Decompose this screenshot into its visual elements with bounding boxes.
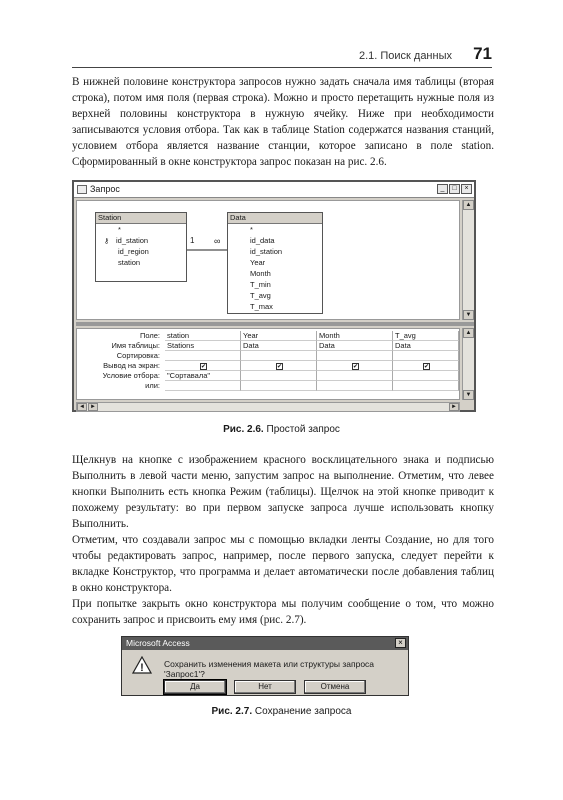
figure-text: Простой запрос <box>266 424 340 435</box>
figure-2-7-caption <box>0 706 563 717</box>
no-button[interactable]: Нет <box>234 680 296 694</box>
table-field[interactable]: id_station <box>250 247 283 256</box>
scroll-down-icon[interactable]: ▼ <box>463 310 474 320</box>
grid-row-label: Имя таблицы: <box>77 341 163 351</box>
query-window-title: Запрос <box>90 184 120 194</box>
scroll-up-icon[interactable]: ▲ <box>463 328 474 338</box>
grid-cell[interactable] <box>241 351 317 361</box>
grid-cell <box>317 361 393 371</box>
grid-cell[interactable] <box>241 371 317 381</box>
grid-cell[interactable]: Month <box>317 331 393 341</box>
figure-label: Рис. 2.6. <box>223 424 264 435</box>
grid-cell <box>165 361 241 371</box>
grid-row-label: Вывод на экран: <box>77 361 163 371</box>
station-table-box[interactable] <box>95 212 187 282</box>
table-pane <box>76 200 460 320</box>
grid-row-field <box>77 331 459 341</box>
table-field-key[interactable]: ⚷ id_station <box>104 236 149 245</box>
table-pane-scrollbar[interactable] <box>462 200 474 320</box>
grid-row-or <box>77 381 459 391</box>
grid-cell[interactable]: station <box>165 331 241 341</box>
station-table-header[interactable]: Station <box>96 213 186 224</box>
query-icon <box>77 185 87 194</box>
grid-cell[interactable]: Year <box>241 331 317 341</box>
warning-icon <box>132 656 152 674</box>
dialog-message: Сохранить изменения макета или структуры запроса 'Запрос1'? <box>164 659 375 679</box>
table-field[interactable]: station <box>118 258 141 267</box>
grid-cell <box>393 361 459 371</box>
grid-horizontal-scrollbar[interactable] <box>76 402 460 412</box>
grid-cell[interactable] <box>165 381 241 391</box>
warning-glyph: ! <box>140 662 144 674</box>
key-icon: ⚷ <box>104 238 110 245</box>
grid-cell[interactable] <box>317 371 393 381</box>
data-table-box[interactable] <box>227 212 323 314</box>
table-field[interactable]: Month <box>250 269 271 278</box>
scroll-down-icon[interactable]: ▼ <box>463 390 474 400</box>
dialog-titlebar <box>122 637 408 650</box>
grid-cell[interactable]: Data <box>241 341 317 351</box>
cancel-button[interactable]: Отмена <box>304 680 366 694</box>
scroll-left-icon[interactable]: ◄ <box>77 403 87 411</box>
grid-row-show <box>77 361 459 371</box>
show-checkbox[interactable]: ✔ <box>277 364 283 370</box>
table-field[interactable]: id_region <box>118 247 149 256</box>
table-field[interactable]: * <box>250 225 253 234</box>
section-title: 2.1. Поиск данных <box>358 50 452 62</box>
relation-many-label: ∞ <box>214 236 221 246</box>
dialog-close-button[interactable]: × <box>395 638 406 648</box>
yes-button[interactable]: Да <box>164 680 226 694</box>
grid-row-label: или: <box>77 381 163 391</box>
grid-row-label: Поле: <box>77 331 163 341</box>
table-field[interactable]: * <box>118 225 121 234</box>
query-grid <box>76 328 460 400</box>
grid-cell[interactable] <box>317 351 393 361</box>
show-checkbox[interactable]: ✔ <box>353 364 359 370</box>
close-button[interactable]: × <box>461 184 472 194</box>
show-checkbox[interactable]: ✔ <box>201 364 207 370</box>
table-field[interactable]: T_min <box>250 280 271 289</box>
paragraph-3: Отметим, что создавали запрос мы с помощью вкладки ленты Создание, но для того чтобы редактировать запрос, например, после первого запуска, следует перейти к вкладке Конструктор, что программа и делает автоматически после добавления таблиц в окно конструктора. <box>72 534 494 594</box>
relation-one-label: 1 <box>190 236 195 245</box>
scroll-right-end-icon[interactable]: ► <box>449 403 459 411</box>
paragraph-4: При попытке закрыть окно конструктора мы получим сообщение о том, что можно сохранить запрос и присвоить ему имя (рис. 2.7). <box>72 598 494 626</box>
figure-text: Сохранение запроса <box>254 706 352 717</box>
query-window-titlebar <box>74 182 474 198</box>
data-table-header[interactable]: Data <box>228 213 322 224</box>
grid-cell[interactable] <box>241 381 317 391</box>
pane-splitter[interactable] <box>76 322 474 326</box>
grid-cell[interactable] <box>165 351 241 361</box>
relationship-line <box>187 245 227 255</box>
grid-cell[interactable] <box>317 381 393 391</box>
table-field[interactable]: T_avg <box>250 291 271 300</box>
table-field[interactable]: id_data <box>250 236 275 245</box>
scroll-right-icon[interactable]: ► <box>88 403 98 411</box>
grid-cell[interactable]: Data <box>317 341 393 351</box>
save-dialog <box>121 636 409 696</box>
table-field[interactable]: T_max <box>250 302 273 311</box>
grid-cell[interactable] <box>393 351 459 361</box>
grid-cell <box>241 361 317 371</box>
scroll-up-icon[interactable]: ▲ <box>463 200 474 210</box>
figure-2-6-caption <box>0 424 563 435</box>
show-checkbox[interactable]: ✔ <box>424 364 430 370</box>
grid-row-table <box>77 341 459 351</box>
grid-cell[interactable]: Data <box>393 341 459 351</box>
dialog-title: Microsoft Access <box>126 638 190 648</box>
grid-cell[interactable]: T_avg <box>393 331 459 341</box>
running-header <box>72 44 492 68</box>
window-controls <box>437 184 472 194</box>
grid-cell[interactable]: Stations <box>165 341 241 351</box>
page-number: 71 <box>473 44 492 63</box>
grid-cell[interactable]: "Сортавала" <box>165 371 241 381</box>
figure-label: Рис. 2.7. <box>211 706 253 717</box>
grid-row-criteria <box>77 371 459 381</box>
minimize-button[interactable]: _ <box>437 184 448 194</box>
grid-row-label: Сортировка: <box>77 351 163 361</box>
grid-vertical-scrollbar[interactable] <box>462 328 474 400</box>
query-designer-window <box>72 180 476 412</box>
paragraph-1: В нижней половине конструктора запросов нужно задать сначала имя таблицы (вторая строка), потом имя поля (первая строка). Можно и просто перетащить нужные поля из верхней половины конструктора в нужную ячейку. Ниже при необходимости записываются условия отбора. Так как в таблице Station содержатся названия станций, условием отбора является название станции, которое записано в поле station. Сформированный в окне конструктора запрос показан на рис. 2.6. <box>72 76 494 168</box>
paragraph-2: Щелкнув на кнопке с изображением красного восклицательного знака и подписью Выполнить в левой части меню, запустим запрос на выполнение. Отметим, что левее кнопки Выполнить есть кнопка Режим (таблицы). Щелчок на этой кнопке приводит к похожему результату: во при первом запуске запроса лучше использовать кнопку Выполнить. <box>72 454 494 530</box>
maximize-button[interactable]: □ <box>449 184 460 194</box>
table-field[interactable]: Year <box>250 258 266 267</box>
grid-cell[interactable] <box>393 371 459 381</box>
grid-row-sort <box>77 351 459 361</box>
grid-cell[interactable] <box>393 381 459 391</box>
grid-row-label: Условие отбора: <box>77 371 163 381</box>
